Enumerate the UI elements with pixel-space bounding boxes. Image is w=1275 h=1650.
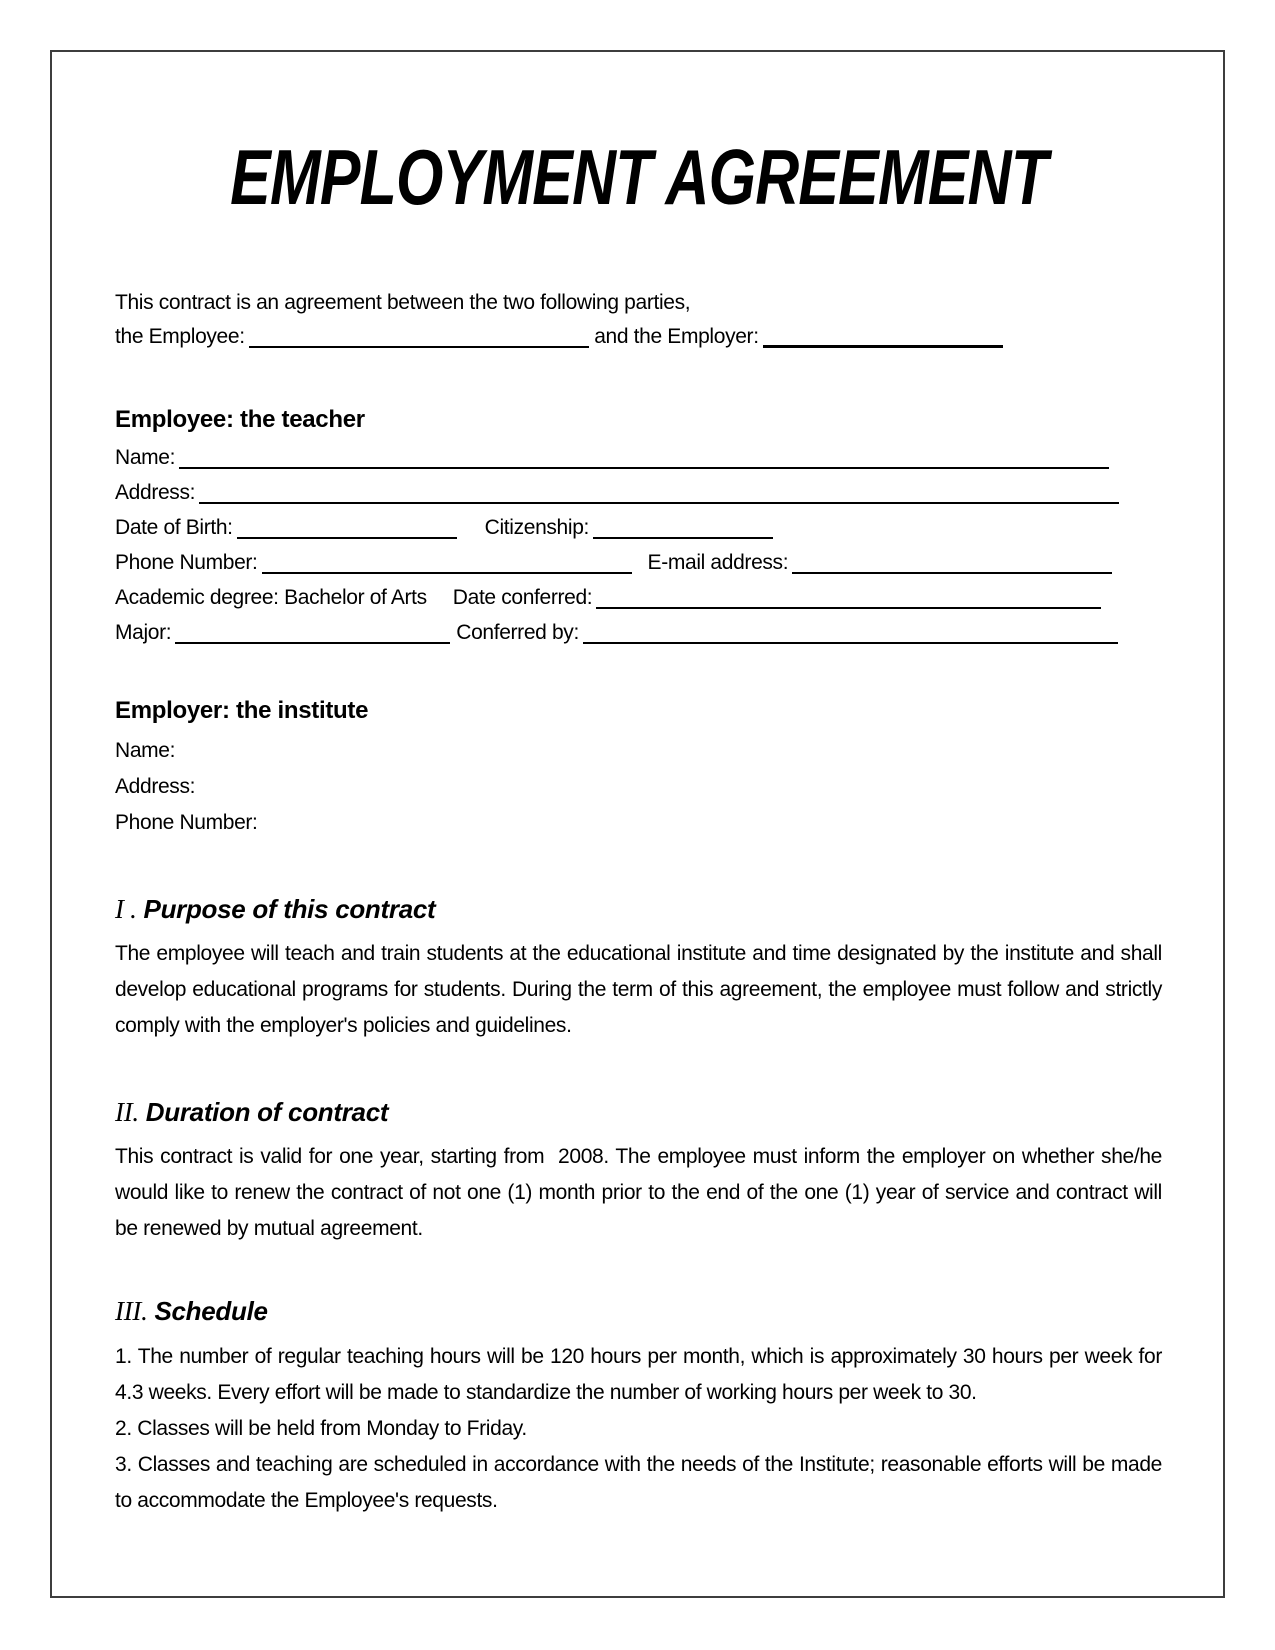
party-employer-label: and the Employer: — [594, 325, 759, 348]
section-schedule-numeral: III. — [115, 1296, 148, 1326]
page-content — [52, 133, 1223, 1519]
email-blank — [792, 572, 1112, 574]
date-conferred-blank — [596, 607, 1101, 609]
email-label: E-mail address: — [647, 551, 789, 574]
employee-name-blank — [249, 346, 589, 348]
document-title: EMPLOYMENT AGREEMENT — [230, 133, 1048, 221]
section-duration-numeral: II. — [115, 1097, 139, 1127]
address-blank — [199, 502, 1119, 504]
section-purpose-numeral: I . — [115, 894, 137, 924]
citizenship-label: Citizenship: — [484, 516, 590, 539]
employer-name-label: Name: — [115, 739, 176, 762]
conferred-by-label: Conferred by: — [456, 621, 579, 644]
field-row-phone-email — [115, 545, 1162, 580]
date-conferred-label: Date conferred: — [452, 586, 593, 609]
phone-label: Phone Number: — [115, 551, 258, 574]
section-purpose-heading — [115, 892, 1162, 926]
name-label: Name: — [115, 446, 176, 469]
employer-phone-row — [115, 805, 1162, 841]
section-schedule-heading — [115, 1294, 1162, 1328]
party-employee-label: the Employee: — [115, 325, 245, 348]
degree-label: Academic degree: Bachelor of Arts — [115, 586, 427, 609]
intro-text: This contract is an agreement between the two following parties, — [115, 291, 691, 314]
field-row-dob-citizenship — [115, 510, 1162, 545]
employer-address-label: Address: — [115, 775, 196, 798]
address-label: Address: — [115, 481, 196, 504]
dob-blank — [237, 537, 457, 539]
schedule-item-3: 3. Classes and teaching are scheduled in accordance with the needs of the Institute; reasonable efforts will be made to accommodate the Employee's requests. — [115, 1453, 1162, 1512]
party-line — [115, 320, 1162, 354]
dob-label: Date of Birth: — [115, 516, 233, 539]
field-row-degree — [115, 580, 1162, 615]
phone-blank — [262, 572, 632, 574]
major-blank — [175, 642, 450, 644]
name-blank — [179, 467, 1109, 469]
section-duration-body: This contract is valid for one year, starting from 2008. The employee must inform the employer on whether she/he would like to renew the contract of not one (1) month prior to the end of the one (1) year of service and contract will be renewed by mutual agreement. — [115, 1145, 1162, 1240]
page-border — [50, 50, 1225, 1598]
field-row-major — [115, 615, 1162, 650]
citizenship-blank — [593, 537, 773, 539]
schedule-item-2: 2. Classes will be held from Monday to Friday. — [115, 1417, 527, 1440]
section-schedule-title: Schedule — [154, 1296, 268, 1326]
conferred-by-blank — [583, 642, 1118, 644]
employer-address-row — [115, 769, 1162, 805]
schedule-item-1: 1. The number of regular teaching hours will be 120 hours per month, which is approximately 30 hours per week for 4.3 weeks. Every effort will be made to standardize the number of working hours per week to 30. — [115, 1345, 1162, 1404]
section-purpose-body: The employee will teach and train students at the educational institute and time designated by the institute and shall develop educational programs for students. During the term of this agreement, the employee must follow and strictly comply with the employer's policies and guidelines. — [115, 942, 1162, 1037]
employer-section-heading: Employer: the institute — [115, 697, 369, 724]
section-duration-title: Duration of contract — [145, 1097, 389, 1127]
employer-name-blank — [763, 345, 1003, 348]
field-row-address — [115, 475, 1162, 510]
major-label: Major: — [115, 621, 172, 644]
section-duration-heading — [115, 1095, 1162, 1129]
field-row-name — [115, 440, 1162, 475]
employer-phone-label: Phone Number: — [115, 811, 258, 834]
section-purpose-title: Purpose of this contract — [143, 894, 436, 924]
employee-section-heading: Employee: the teacher — [115, 406, 365, 433]
employer-name-row — [115, 733, 1162, 769]
